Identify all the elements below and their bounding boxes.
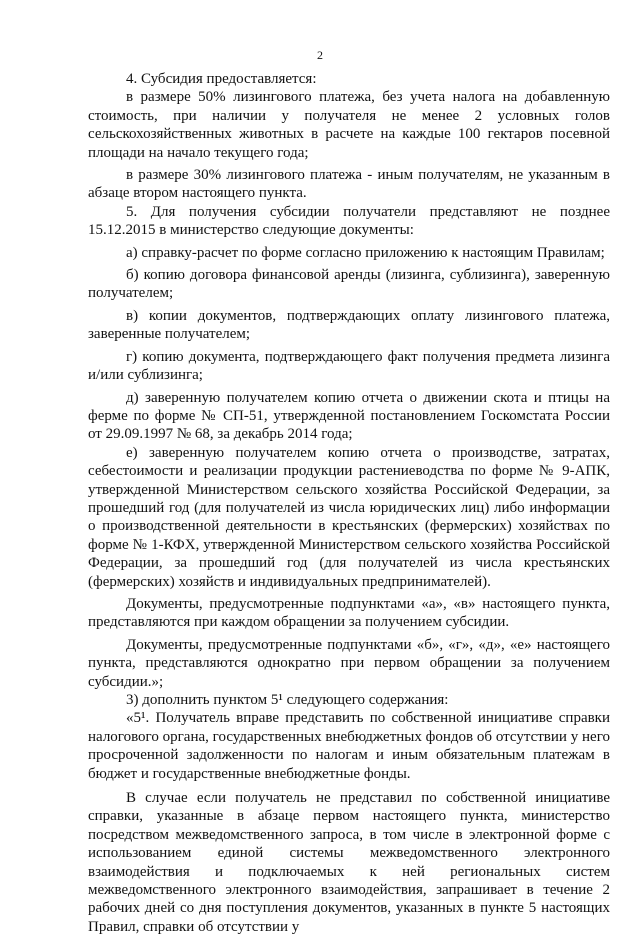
- paragraph-subsidy-50: в размере 50% лизингового платежа, без учета налога на добавленную стоимость, при наличии у получателя не менее 2 условных голов сельскохозяйственных животных в расчете на каждые 100 гектаров посевной площади на начало текущего года;: [88, 89, 610, 161]
- paragraph-subitem-g: г) копию документа, подтверждающего факт получения предмета лизинга и/или сублизинга;: [88, 348, 610, 384]
- paragraph-interagency-request: В случае если получатель не представил по собственной инициативе справки, указанные в абзаце первом настоящего пункта, министерство посредством межведомственного запроса, в том числе в электронной форме с использованием единой системы межведомственного электронного взаимодействия и подключаемых к ней региональных систем межведомственного электронного взаимодействия, запрашивает в течение 2 рабочих дней со дня поступления документов, указанных в пункте 5 настоящих Правил, справки об отсутствии у: [88, 790, 610, 935]
- paragraph-subitem-a: а) справку-расчет по форме согласно приложению к настоящим Правилам;: [126, 244, 605, 261]
- paragraph-amendment-3: 3) дополнить пунктом 5¹ следующего содержания:: [126, 692, 449, 708]
- paragraph-subitem-e: е) заверенную получателем копию отчета о производстве, затратах, себестоимости и реализации продукции растениеводства по форме № 9-АПК, утвержденной Министерством сельского хозяйства Российской Федерации, за прошедший год (для получателей из числа юридических лиц) либо информации о производственной деятельности в крестьянских (фермерских) хозяйствах по форме № 1-КФХ, утвержденной Министерством сельского хозяйства Российской Федерации, за прошедший год (для получателей из числа крестьянских (фермерских) хозяйств и индивидуальных предпринимателей).: [88, 444, 610, 590]
- paragraph-item-5-1: «5¹. Получатель вправе представить по собственной инициативе справки налогового органа, государственных внебюджетных фондов об отсутствии у него просроченной задолженности по налогам и иным обязательным платежам в бюджет и государственные внебюджетные фонды.: [88, 710, 610, 782]
- paragraph-subitem-b: б) копию договора финансовой аренды (лизинга, сублизинга), заверенную получателем;: [88, 267, 610, 302]
- paragraph-documents-a-v: Документы, предусмотренные подпунктами «а», «в» настоящего пункта, представляются при каждом обращении за получением субсидии.: [88, 595, 610, 631]
- paragraph-subitem-v: в) копии документов, подтверждающих оплату лизингового платежа, заверенные получателем;: [88, 307, 610, 343]
- paragraph-documents-b-g-d-e: Документы, предусмотренные подпунктами «б», «г», «д», «е» настоящего пункта, представляются однократно при первом обращении за получением субсидии.»;: [88, 636, 610, 690]
- paragraph-subsidy-30: в размере 30% лизингового платежа - иным получателям, не указанным в абзаце втором настоящего пункта.: [88, 167, 610, 202]
- document-body: [88, 70, 610, 936]
- paragraph-item-5: 5. Для получения субсидии получатели представляют не позднее 15.12.2015 в министерство следующие документы:: [88, 203, 610, 239]
- paragraph-subitem-d: д) заверенную получателем копию отчета о движении скота и птицы на ферме по форме № СП-51, утвержденной постановлением Госкомстата России от 29.09.1997 № 68, за декабрь 2014 года;: [88, 389, 610, 443]
- page-number: 2: [317, 48, 323, 62]
- paragraph-item-4-heading: 4. Субсидия предоставляется:: [126, 71, 317, 87]
